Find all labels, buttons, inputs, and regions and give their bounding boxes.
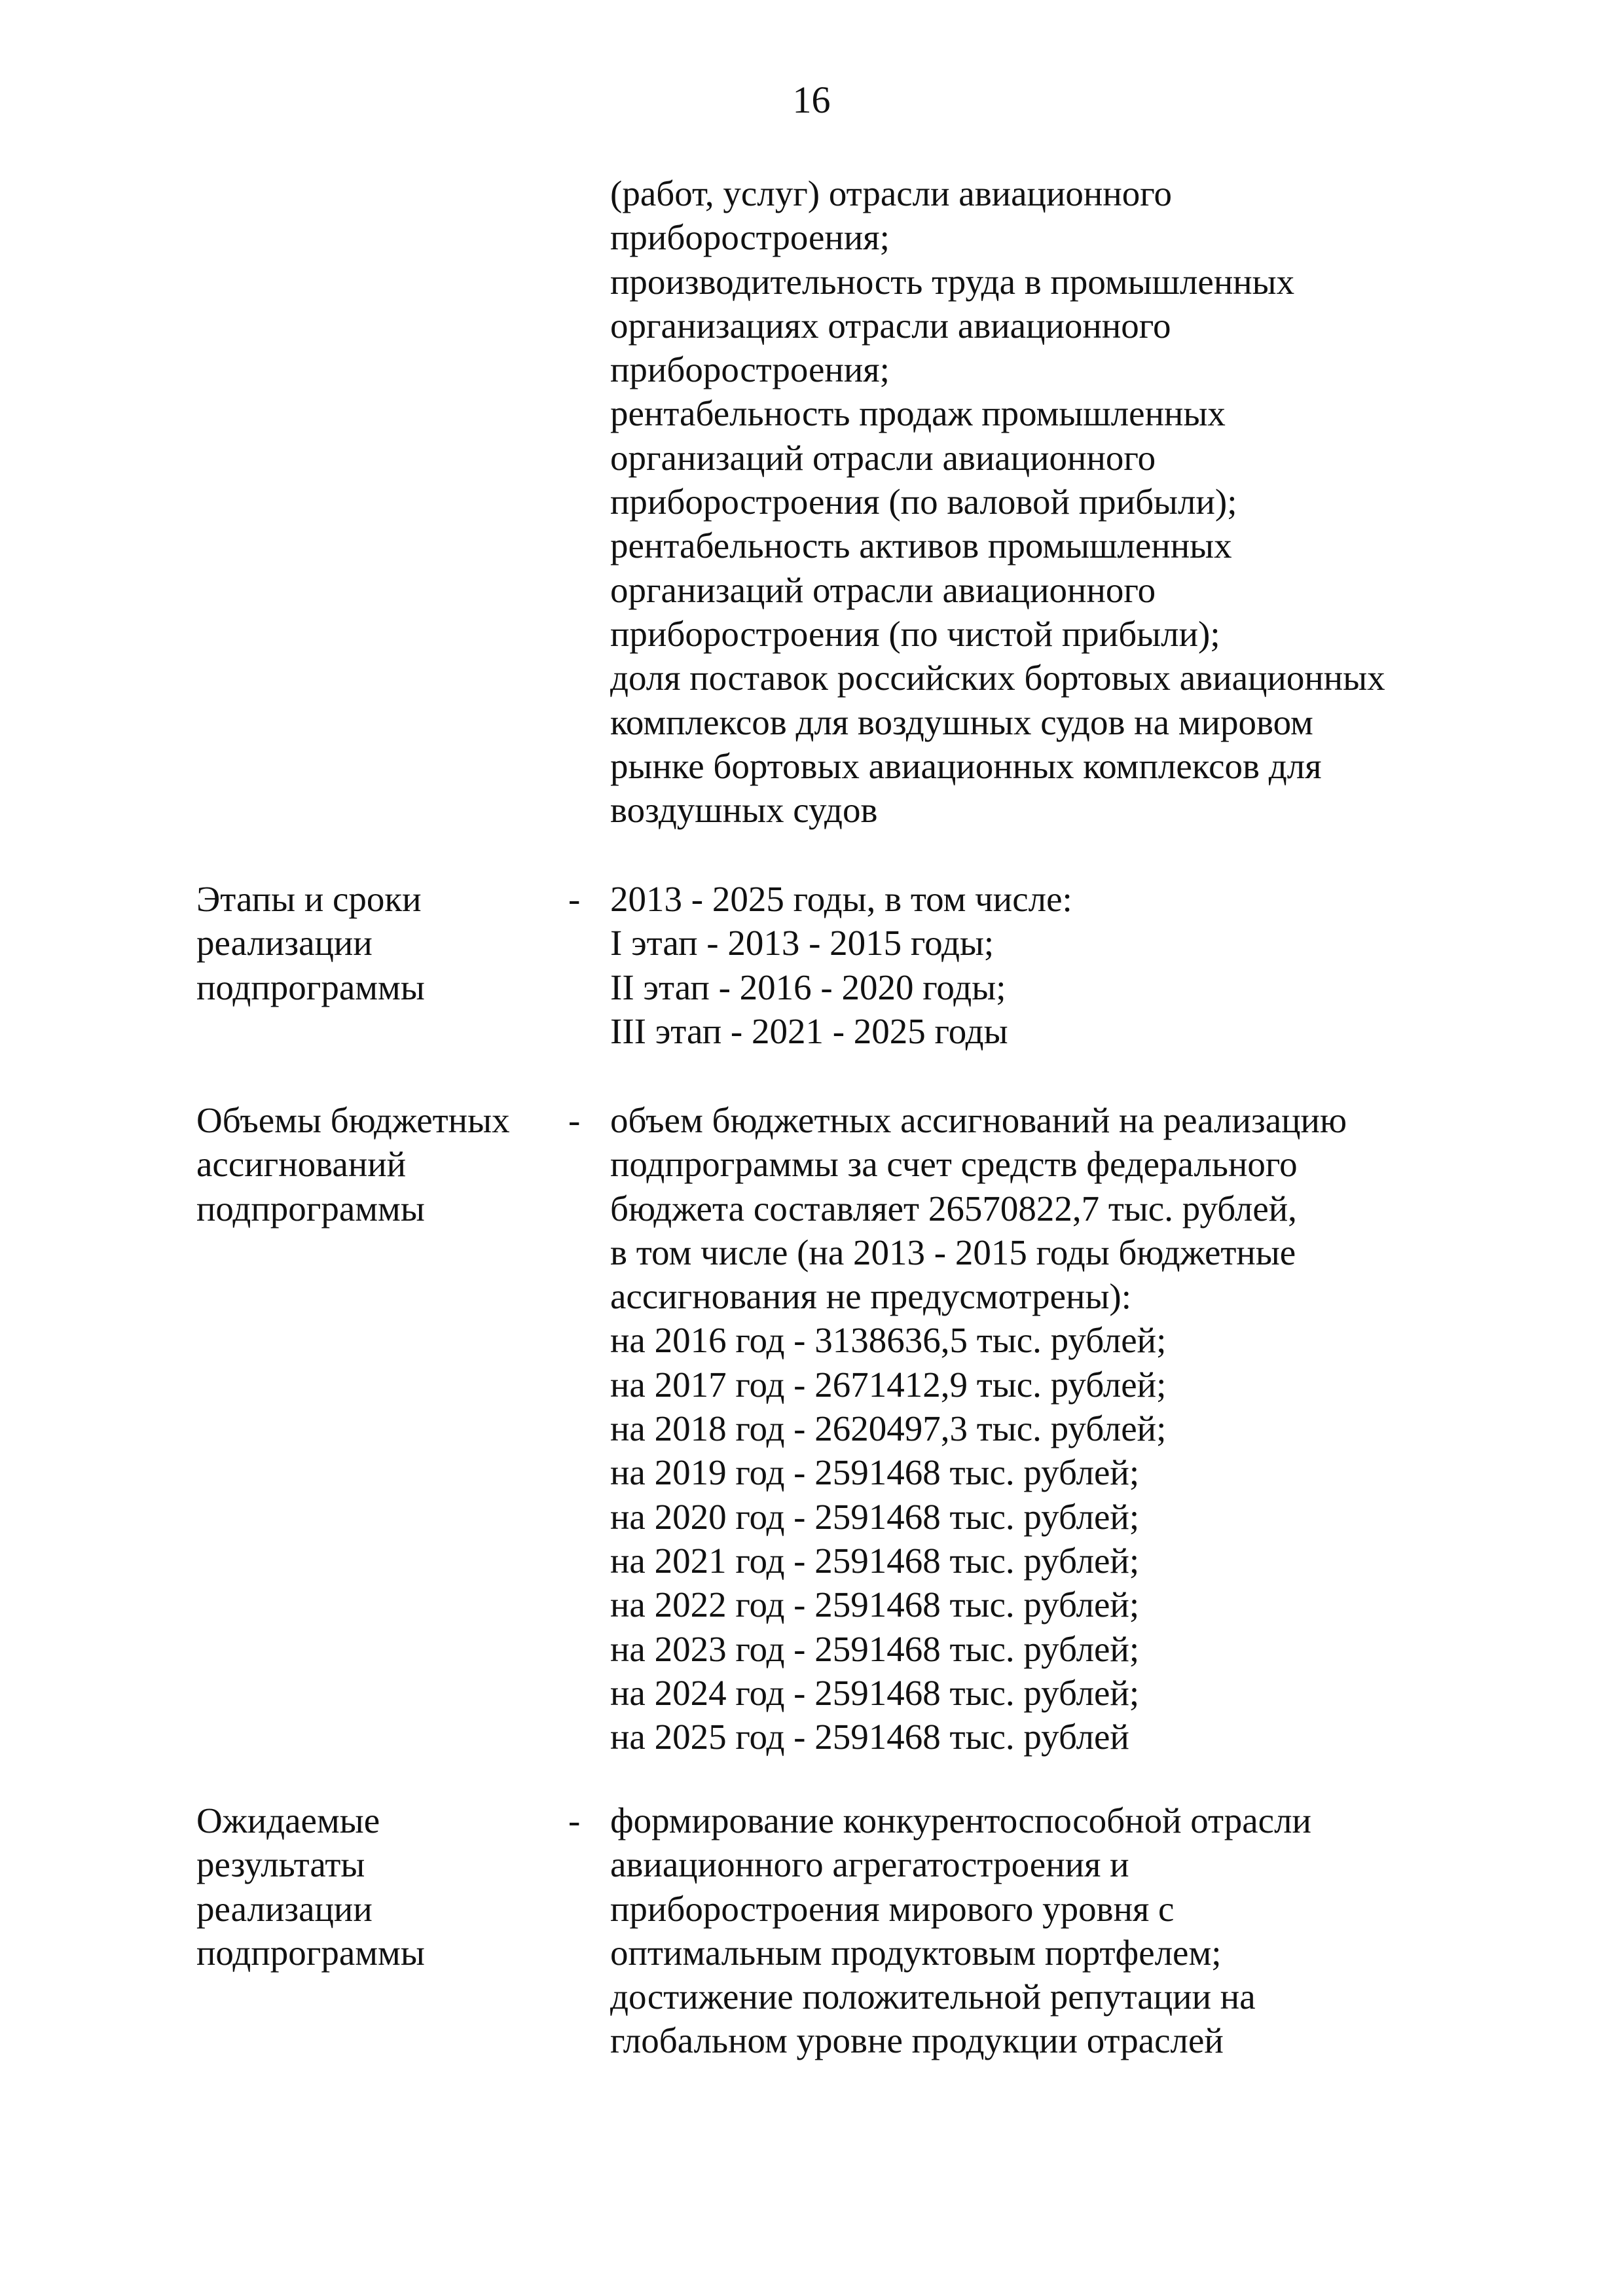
label-line: Ожидаемые — [196, 1801, 380, 1840]
text-line: производительность труда в промышленных — [610, 261, 1295, 302]
text-line: воздушных судов — [610, 790, 878, 831]
label-line: Объемы бюджетных — [196, 1100, 510, 1140]
value-line: объем бюджетных ассигнований на реализацию — [610, 1100, 1347, 1140]
value-line: оптимальным продуктовым портфелем; — [610, 1932, 1222, 1973]
value-line: на 2024 год - 2591468 тыс. рублей; — [610, 1672, 1140, 1713]
value-line: на 2025 год - 2591468 тыс. рублей — [610, 1717, 1129, 1757]
value-line: бюджета составляет 26570822,7 тыс. рублей, — [610, 1188, 1297, 1229]
text-line: (работ, услуг) отрасли авиационного — [610, 173, 1172, 213]
label-line: ассигнований — [196, 1144, 407, 1185]
section-results-value — [610, 1799, 1311, 2063]
section-results-dash: - — [568, 1801, 581, 1840]
label-line: реализации — [196, 1888, 373, 1929]
value-line: подпрограммы за счет средств федерального — [610, 1144, 1298, 1185]
text-line: доля поставок российских бортовых авиационных — [610, 658, 1385, 698]
section-stages-dash: - — [568, 879, 581, 919]
text-line: рентабельность активов промышленных — [610, 526, 1232, 566]
value-line: авиационного агрегатостроения и — [610, 1844, 1129, 1885]
text-line: рентабельность продаж промышленных — [610, 393, 1226, 434]
text-line: приборостроения; — [610, 350, 890, 390]
section-budget-value — [610, 1098, 1347, 1759]
section-budget-dash: - — [568, 1100, 581, 1140]
label-line: Этапы и сроки — [196, 879, 422, 919]
value-line: на 2019 год - 2591468 тыс. рублей; — [610, 1452, 1140, 1493]
label-line: подпрограммы — [196, 1188, 425, 1229]
label-line: результаты — [196, 1844, 365, 1885]
text-line: организаций отрасли авиационного — [610, 569, 1156, 610]
text-line: комплексов для воздушных судов на мировом — [610, 702, 1313, 742]
value-line: на 2020 год - 2591468 тыс. рублей; — [610, 1496, 1140, 1537]
value-line: на 2023 год - 2591468 тыс. рублей; — [610, 1628, 1140, 1669]
value-line: на 2022 год - 2591468 тыс. рублей; — [610, 1585, 1140, 1625]
label-line: подпрограммы — [196, 967, 425, 1007]
value-line: на 2017 год - 2671412,9 тыс. рублей; — [610, 1364, 1167, 1405]
section-results-label — [196, 1799, 425, 1975]
value-line: III этап - 2021 - 2025 годы — [610, 1011, 1008, 1051]
value-line: глобальном уровне продукции отраслей — [610, 2020, 1224, 2061]
section-budget-label — [196, 1098, 510, 1230]
text-line: рынке бортовых авиационных комплексов для — [610, 745, 1322, 786]
value-line: приборостроения мирового уровня с — [610, 1888, 1175, 1929]
label-line: реализации — [196, 923, 373, 963]
value-line: II этап - 2016 - 2020 годы; — [610, 967, 1006, 1007]
text-line: организациях отрасли авиационного — [610, 305, 1171, 346]
text-line: приборостроения (по чистой прибыли); — [610, 613, 1220, 654]
value-line: достижение положительной репутации на — [610, 1977, 1256, 2017]
text-line: организаций отрасли авиационного — [610, 437, 1156, 478]
value-line: на 2016 год - 3138636,5 тыс. рублей; — [610, 1320, 1167, 1361]
section-stages-label — [196, 877, 425, 1009]
value-line: в том числе (на 2013 - 2015 годы бюджетные — [610, 1232, 1296, 1272]
text-line: приборостроения (по валовой прибыли); — [610, 482, 1237, 522]
value-line: I этап - 2013 - 2015 годы; — [610, 923, 994, 963]
continuation-text — [610, 171, 1385, 832]
value-line: 2013 - 2025 годы, в том числе: — [610, 879, 1072, 919]
section-stages-value — [610, 877, 1072, 1053]
value-line: на 2021 год - 2591468 тыс. рублей; — [610, 1540, 1140, 1581]
value-line: на 2018 год - 2620497,3 тыс. рублей; — [610, 1408, 1167, 1449]
value-line: формирование конкурентоспособной отрасли — [610, 1801, 1311, 1840]
text-line: приборостроения; — [610, 217, 890, 258]
label-line: подпрограммы — [196, 1932, 425, 1973]
value-line: ассигнования не предусмотрены): — [610, 1276, 1132, 1317]
page-number: 16 — [792, 79, 831, 121]
